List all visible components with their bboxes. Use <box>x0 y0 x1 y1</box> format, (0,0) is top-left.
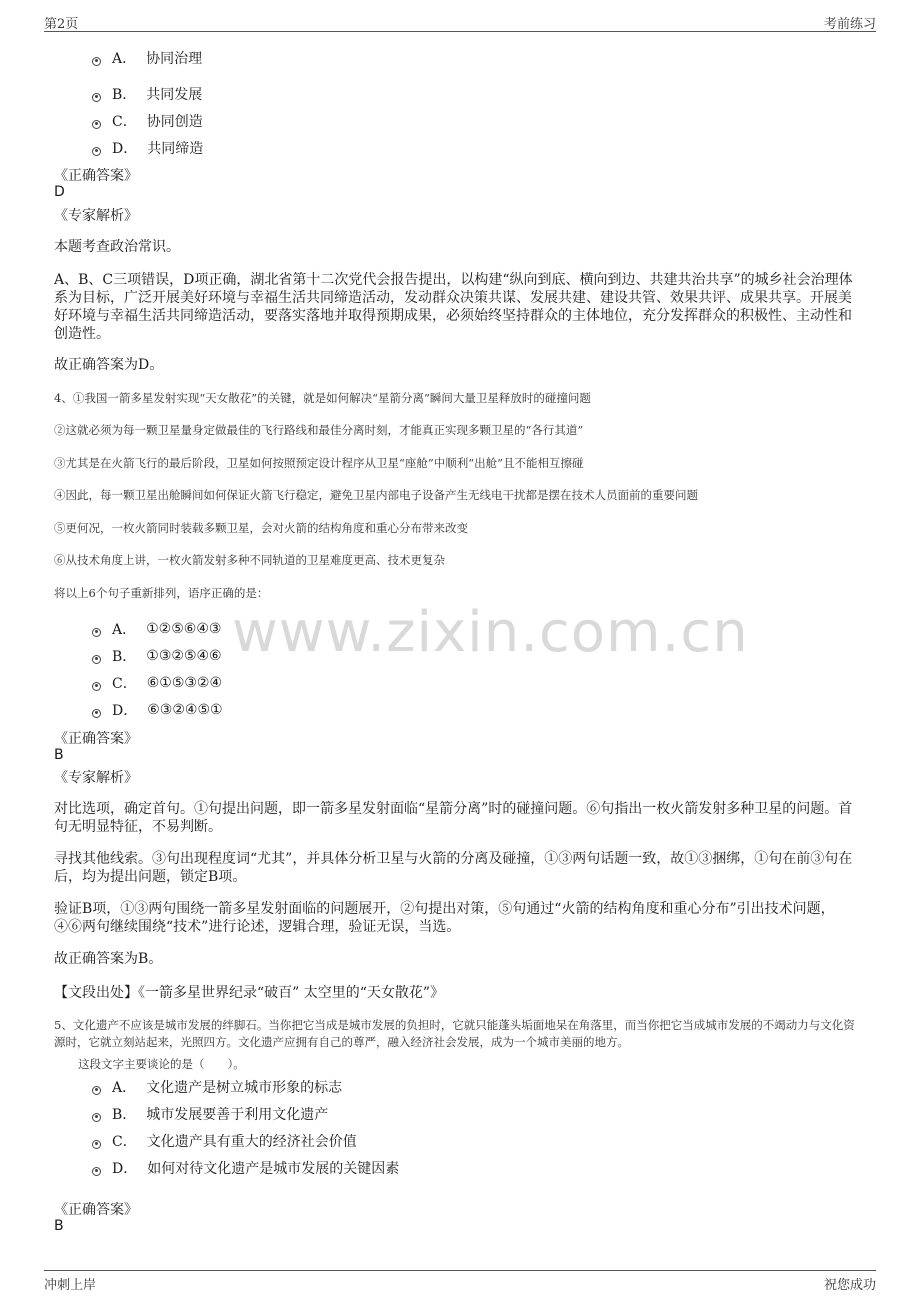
option-letter: C． <box>112 676 137 692</box>
footer-divider <box>44 1270 876 1271</box>
q5-option-b[interactable] <box>92 1104 328 1124</box>
option-text: ①②⑤⑥④③ <box>146 621 222 637</box>
q3-analysis-p2: A、B、C三项错误，D项正确，湖北省第十二次党代会报告提出，以构建“纵向到底、横向到边、共建共治共享”的城乡社会治理体系为目标，广泛开展美好环境与幸福生活共同缔造活动，发动群众决策共谋、发展共建、建设共管、效果共评、成果共享。开展美好环境与幸福生活共同缔造活动，要落实落地并取得预期成果，必须始终坚持群众的主体地位，充分发挥群众的积极性、主动性和创造性。 <box>54 272 853 342</box>
header-divider <box>44 31 876 32</box>
q3-option-d[interactable] <box>92 138 203 158</box>
q4-sentence-6: ⑥从技术角度上讲，一枚火箭发射多种不同轨道的卫星难度更高、技术更复杂 <box>54 553 445 567</box>
option-letter: C． <box>112 114 137 130</box>
q4-analysis-p3: 验证B项，①③两句围绕一箭多星发射面临的问题展开，②句提出对策，⑤句通过“火箭的结构角度和重心分布”引出技术问题，④⑥两句继续围绕“技术”进行论述，逻辑合理，验证无误，当选。 <box>54 901 835 935</box>
q4-analysis-label: 《专家解析》 <box>54 770 138 786</box>
radio-icon[interactable] <box>92 1140 101 1149</box>
q3-option-c[interactable] <box>92 111 203 131</box>
radio-icon[interactable] <box>92 628 101 637</box>
option-text: 如何对待文化遗产是城市发展的关键因素 <box>147 1161 400 1177</box>
q3-analysis-label: 《专家解析》 <box>54 208 138 224</box>
q4-analysis-p4: 故正确答案为B。 <box>54 951 163 967</box>
q5-stem: 5、文化遗产不应该是城市发展的绊脚石。当你把它当成是城市发展的负担时，它就只能蓬头垢面地呆在角落里，而当你把它当成城市发展的不竭动力与文化资源时，它就立刻站起来，光照四方。文化遗产应拥有自己的尊严，融入经济社会发展，成为一个城市美丽的地方。 <box>54 1018 855 1049</box>
option-text: 文化遗产是树立城市形象的标志 <box>146 1080 343 1096</box>
footer-right-text: 祝您成功 <box>823 1278 876 1293</box>
radio-icon[interactable] <box>92 1167 101 1176</box>
radio-icon[interactable] <box>92 655 101 664</box>
option-letter: A． <box>112 1080 137 1096</box>
q4-analysis-p1: 对比选项，确定首句。①句提出问题，即一箭多星发射面临“星箭分离”时的碰撞问题。⑥句指出一枚火箭发射多种卫星的问题。首句无明显特征，不易判断。 <box>54 801 853 835</box>
q3-option-b[interactable] <box>92 84 202 104</box>
option-text: 共同发展 <box>146 87 203 103</box>
q4-sentence-3: ③尤其是在火箭飞行的最后阶段，卫星如何按照预定设计程序从卫星“座舱”中顺利“出舱”且不能相互擦碰 <box>54 456 584 470</box>
option-text: 协同治理 <box>146 51 203 67</box>
radio-icon[interactable] <box>92 682 101 691</box>
option-text: 文化遗产具有重大的经济社会价值 <box>146 1134 357 1150</box>
option-letter: D． <box>112 703 138 719</box>
q5-option-c[interactable] <box>92 1131 357 1151</box>
q5-answer: B <box>54 1218 64 1234</box>
q3-answer: D <box>54 184 65 200</box>
q4-option-a[interactable] <box>92 619 221 639</box>
option-letter: C． <box>112 1134 137 1150</box>
q4-sentence-2: ②这就必须为每一颗卫星量身定做最佳的飞行路线和最佳分离时刻，才能真正实现多颗卫星的“各行其道” <box>54 423 584 437</box>
q4-source: 【文段出处】《一箭多星世界纪录“破百” 太空里的“天女散花”》 <box>54 985 445 1001</box>
q5-answer-label: 《正确答案》 <box>54 1202 138 1218</box>
q4-analysis-p2: 寻找其他线索。③句出现程度词“尤其”，并具体分析卫星与火箭的分离及碰撞，①③两句话题一致，故①③捆绑，①句在前③句在后，均为提出问题，锁定B项。 <box>54 851 853 885</box>
option-text: ⑥③②④⑤① <box>147 702 223 718</box>
q4-option-d[interactable] <box>92 700 223 720</box>
option-text: 共同缔造 <box>147 141 204 157</box>
option-text: 城市发展要善于利用文化遗产 <box>146 1107 329 1123</box>
radio-icon[interactable] <box>92 1086 101 1095</box>
option-letter: A． <box>112 51 137 67</box>
q3-analysis-p1: 本题考查政治常识。 <box>54 239 180 255</box>
q3-option-a[interactable] <box>92 48 202 68</box>
q5-option-d[interactable] <box>92 1158 399 1178</box>
option-text: ⑥①⑤③②④ <box>146 675 223 691</box>
q4-option-b[interactable] <box>92 646 222 666</box>
q4-answer-label: 《正确答案》 <box>54 731 138 747</box>
header-title: 考前练习 <box>823 17 876 32</box>
q4-sentence-4: ④因此，每一颗卫星出舱瞬间如何保证火箭飞行稳定，避免卫星内部电子设备产生无线电干扰都是摆在技术人员面前的重要问题 <box>54 488 698 502</box>
radio-icon[interactable] <box>92 1113 101 1122</box>
q4-sentence-1: 4、①我国一箭多星发射实现“天女散花”的关键，就是如何解决“星箭分离”瞬间大量卫星释放时的碰撞问题 <box>54 391 591 405</box>
q4-option-c[interactable] <box>92 673 222 693</box>
option-letter: D． <box>112 1161 138 1177</box>
option-text: ①③②⑤④⑥ <box>146 648 222 664</box>
footer-left-text: 冲刺上岸 <box>44 1278 97 1293</box>
option-letter: D． <box>112 141 138 157</box>
option-letter: A． <box>112 622 137 638</box>
option-letter: B． <box>112 649 137 665</box>
header-page-number: 第2页 <box>44 17 79 32</box>
q5-option-a[interactable] <box>92 1077 342 1097</box>
radio-icon[interactable] <box>92 120 101 129</box>
option-letter: B． <box>112 87 137 103</box>
q4-sentence-5: ⑤更何况，一枚火箭同时装载多颗卫星，会对火箭的结构角度和重心分布带来改变 <box>54 521 468 535</box>
watermark: www.zixin.com.cn <box>232 600 749 665</box>
radio-icon[interactable] <box>92 93 101 102</box>
q3-analysis-p3: 故正确答案为D。 <box>54 357 164 373</box>
q5-question: 这段文字主要谈论的是（ ）。 <box>78 1057 245 1071</box>
option-letter: B． <box>112 1107 137 1123</box>
q4-answer: B <box>54 747 64 763</box>
option-text: 协同创造 <box>146 114 203 130</box>
radio-icon[interactable] <box>92 57 101 66</box>
radio-icon[interactable] <box>92 147 101 156</box>
q4-prompt: 将以上6个句子重新排列，语序正确的是： <box>54 586 269 600</box>
radio-icon[interactable] <box>92 709 101 718</box>
q3-answer-label: 《正确答案》 <box>54 168 138 184</box>
